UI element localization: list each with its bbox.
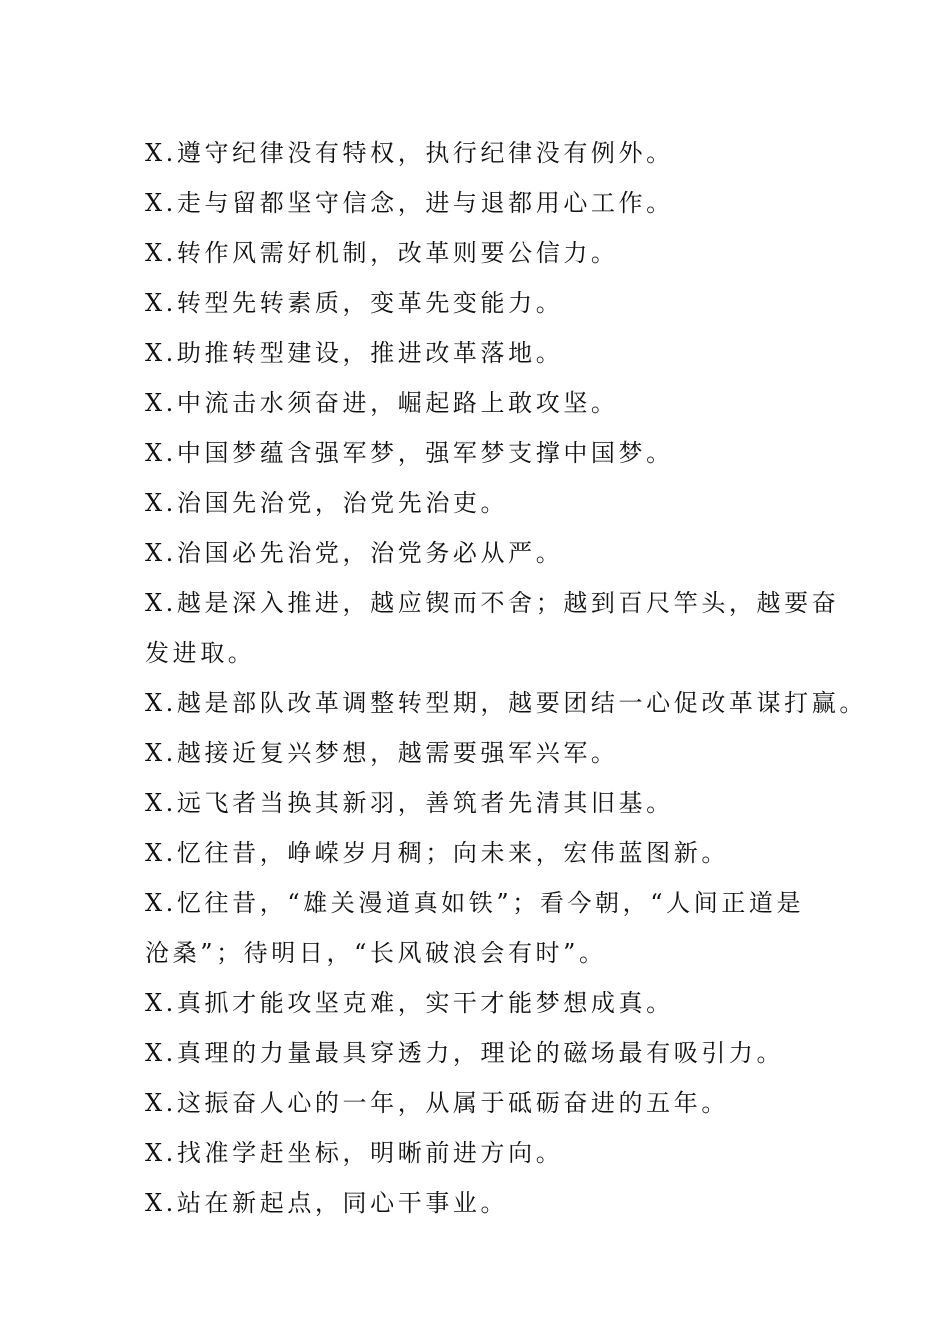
text-line: X.治国必先治党，治党务必从严。 [145,539,564,567]
text-line: X.转作风需好机制，改革则要公信力。 [145,239,619,267]
text-line: X.越是部队改革调整转型期，越要团结一心促改革谋打赢。 [145,689,867,717]
text-line: X.找准学赶坐标，明晰前进方向。 [145,1139,564,1167]
text-line: X.远飞者当换其新羽，善筑者先清其旧基。 [145,789,674,817]
text-line: X.忆往昔，“雄关漫道真如铁”；看今朝，“人间正道是 [145,889,805,917]
text-line-continuation: 发进取。 [145,639,256,667]
text-line: X.中流击水须奋进，崛起路上敢攻坚。 [145,389,619,417]
text-line: X.治国先治党，治党先治吏。 [145,489,509,517]
text-line: X.中国梦蕴含强军梦，强军梦支撑中国梦。 [145,439,674,467]
text-line: X.转型先转素质，变革先变能力。 [145,289,564,317]
text-line: X.真抓才能攻坚克难，实干才能梦想成真。 [145,989,674,1017]
text-line-continuation: 沧桑”；待明日，“长风破浪会有时”。 [145,939,607,967]
text-line: X.站在新起点，同心干事业。 [145,1189,509,1217]
text-line: X.真理的力量最具穿透力，理论的磁场最有吸引力。 [145,1039,785,1067]
text-line: X.越是深入推进，越应锲而不舍；越到百尺竿头，越要奋 [145,589,840,617]
text-line: X.这振奋人心的一年，从属于砥砺奋进的五年。 [145,1089,729,1117]
document-body [145,128,867,1228]
text-line: X.助推转型建设，推进改革落地。 [145,339,564,367]
text-line: X.越接近复兴梦想，越需要强军兴军。 [145,739,619,767]
text-line: X.走与留都坚守信念，进与退都用心工作。 [145,189,674,217]
text-line: X.遵守纪律没有特权，执行纪律没有例外。 [145,139,674,167]
text-line: X.忆往昔，峥嵘岁月稠；向未来，宏伟蓝图新。 [145,839,729,867]
